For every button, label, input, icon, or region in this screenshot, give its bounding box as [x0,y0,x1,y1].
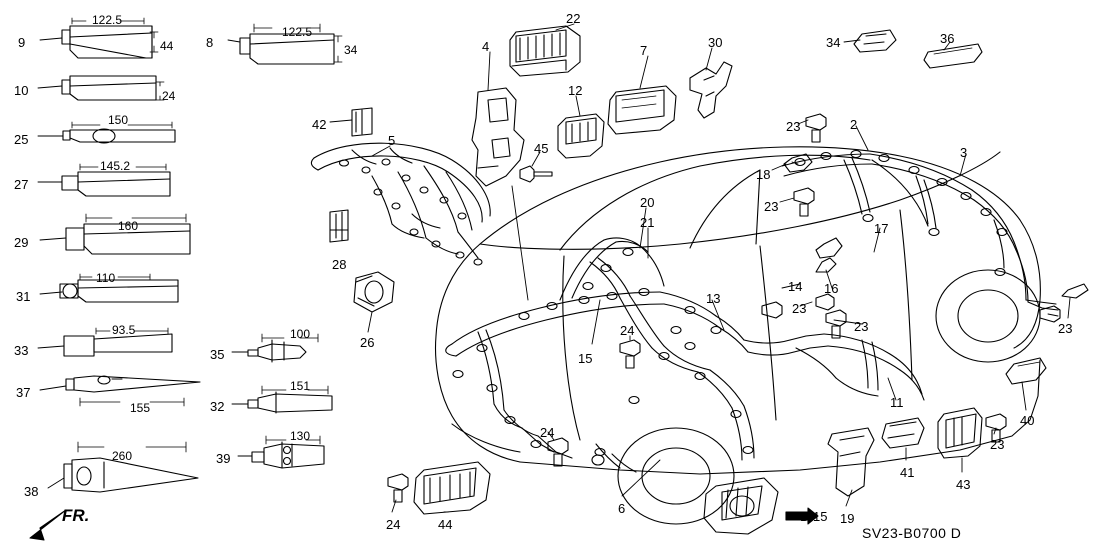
part-number-10: 10 [14,83,29,98]
part-number-23: 23 [1058,321,1073,336]
part-number-16: 16 [824,281,839,296]
part-number-12: 12 [568,83,583,98]
part-number-25: 25 [14,132,29,147]
part-number-26: 26 [360,335,375,350]
part-number-23: 23 [786,119,801,134]
part-number-31: 31 [16,289,31,304]
part-number-43: 43 [956,477,971,492]
part-number-24: 24 [540,425,555,440]
dimension-label: 130 [290,429,311,443]
part-number-45: 45 [534,141,549,156]
dimension-label: 122.5 [92,13,123,27]
part-number-28: 28 [332,257,347,272]
part-number-14: 14 [788,279,803,294]
diagram-code: SV23-B0700 D [862,525,962,541]
dimension-label: 100 [290,327,311,341]
dimension-label: 122.5 [282,25,313,39]
part-number-23: 23 [764,199,779,214]
part-number-24: 24 [620,323,635,338]
part-number-2: 2 [850,117,858,132]
part-number-36: 36 [940,31,955,46]
part-number-20: 20 [640,195,655,210]
part-number-21: 21 [640,215,655,230]
dimension-label: 93.5 [112,323,136,337]
dimension-label: 260 [112,449,133,463]
dimension-label: 150 [108,113,129,127]
dimension-label: 110 [96,271,116,285]
dimension-label: 151 [290,379,311,393]
dimension-label: 24 [162,89,176,103]
front-direction-label: FR. [62,506,90,525]
dimension-label: 44 [160,39,174,53]
part-number-35: 35 [210,347,225,362]
part-number-13: 13 [706,291,721,306]
part-number-29: 29 [14,235,29,250]
part-number-40: 40 [1020,413,1035,428]
part-number-9: 9 [18,35,26,50]
dimension-label: 155 [130,401,151,415]
part-number-32: 32 [210,399,225,414]
part-number-39: 39 [216,451,231,466]
dimension-label: 34 [344,43,358,57]
part-number-17: 17 [874,221,889,236]
part-number-42: 42 [312,117,327,132]
part-number-44: 44 [438,517,453,532]
part-number-15: 15 [578,351,593,366]
part-number-5: 5 [388,133,396,148]
part-number-11: 11 [890,395,904,410]
part-number-6: 6 [618,501,626,516]
part-number-24: 24 [386,517,401,532]
part-number-23: 23 [792,301,807,316]
part-number-7: 7 [640,43,648,58]
part-number-41: 41 [900,465,915,480]
dimension-label: 145.2 [100,159,131,173]
part-number-23: 23 [990,437,1005,452]
part-number-19: 19 [840,511,855,526]
part-number-33: 33 [14,343,29,358]
part-number-37: 37 [16,385,31,400]
part-number-18: 18 [756,167,771,182]
part-number-4: 4 [482,39,490,54]
part-number-38: 38 [24,484,39,499]
dimension-label: 160 [118,219,139,233]
part-number-27: 27 [14,177,29,192]
part-number-23: 23 [854,319,869,334]
part-number-34: 34 [826,35,841,50]
part-number-30: 30 [708,35,723,50]
part-number-22: 22 [566,11,581,26]
b15-callout-label: B-15 [800,509,828,524]
part-number-8: 8 [206,35,214,50]
part-number-3: 3 [960,145,968,160]
